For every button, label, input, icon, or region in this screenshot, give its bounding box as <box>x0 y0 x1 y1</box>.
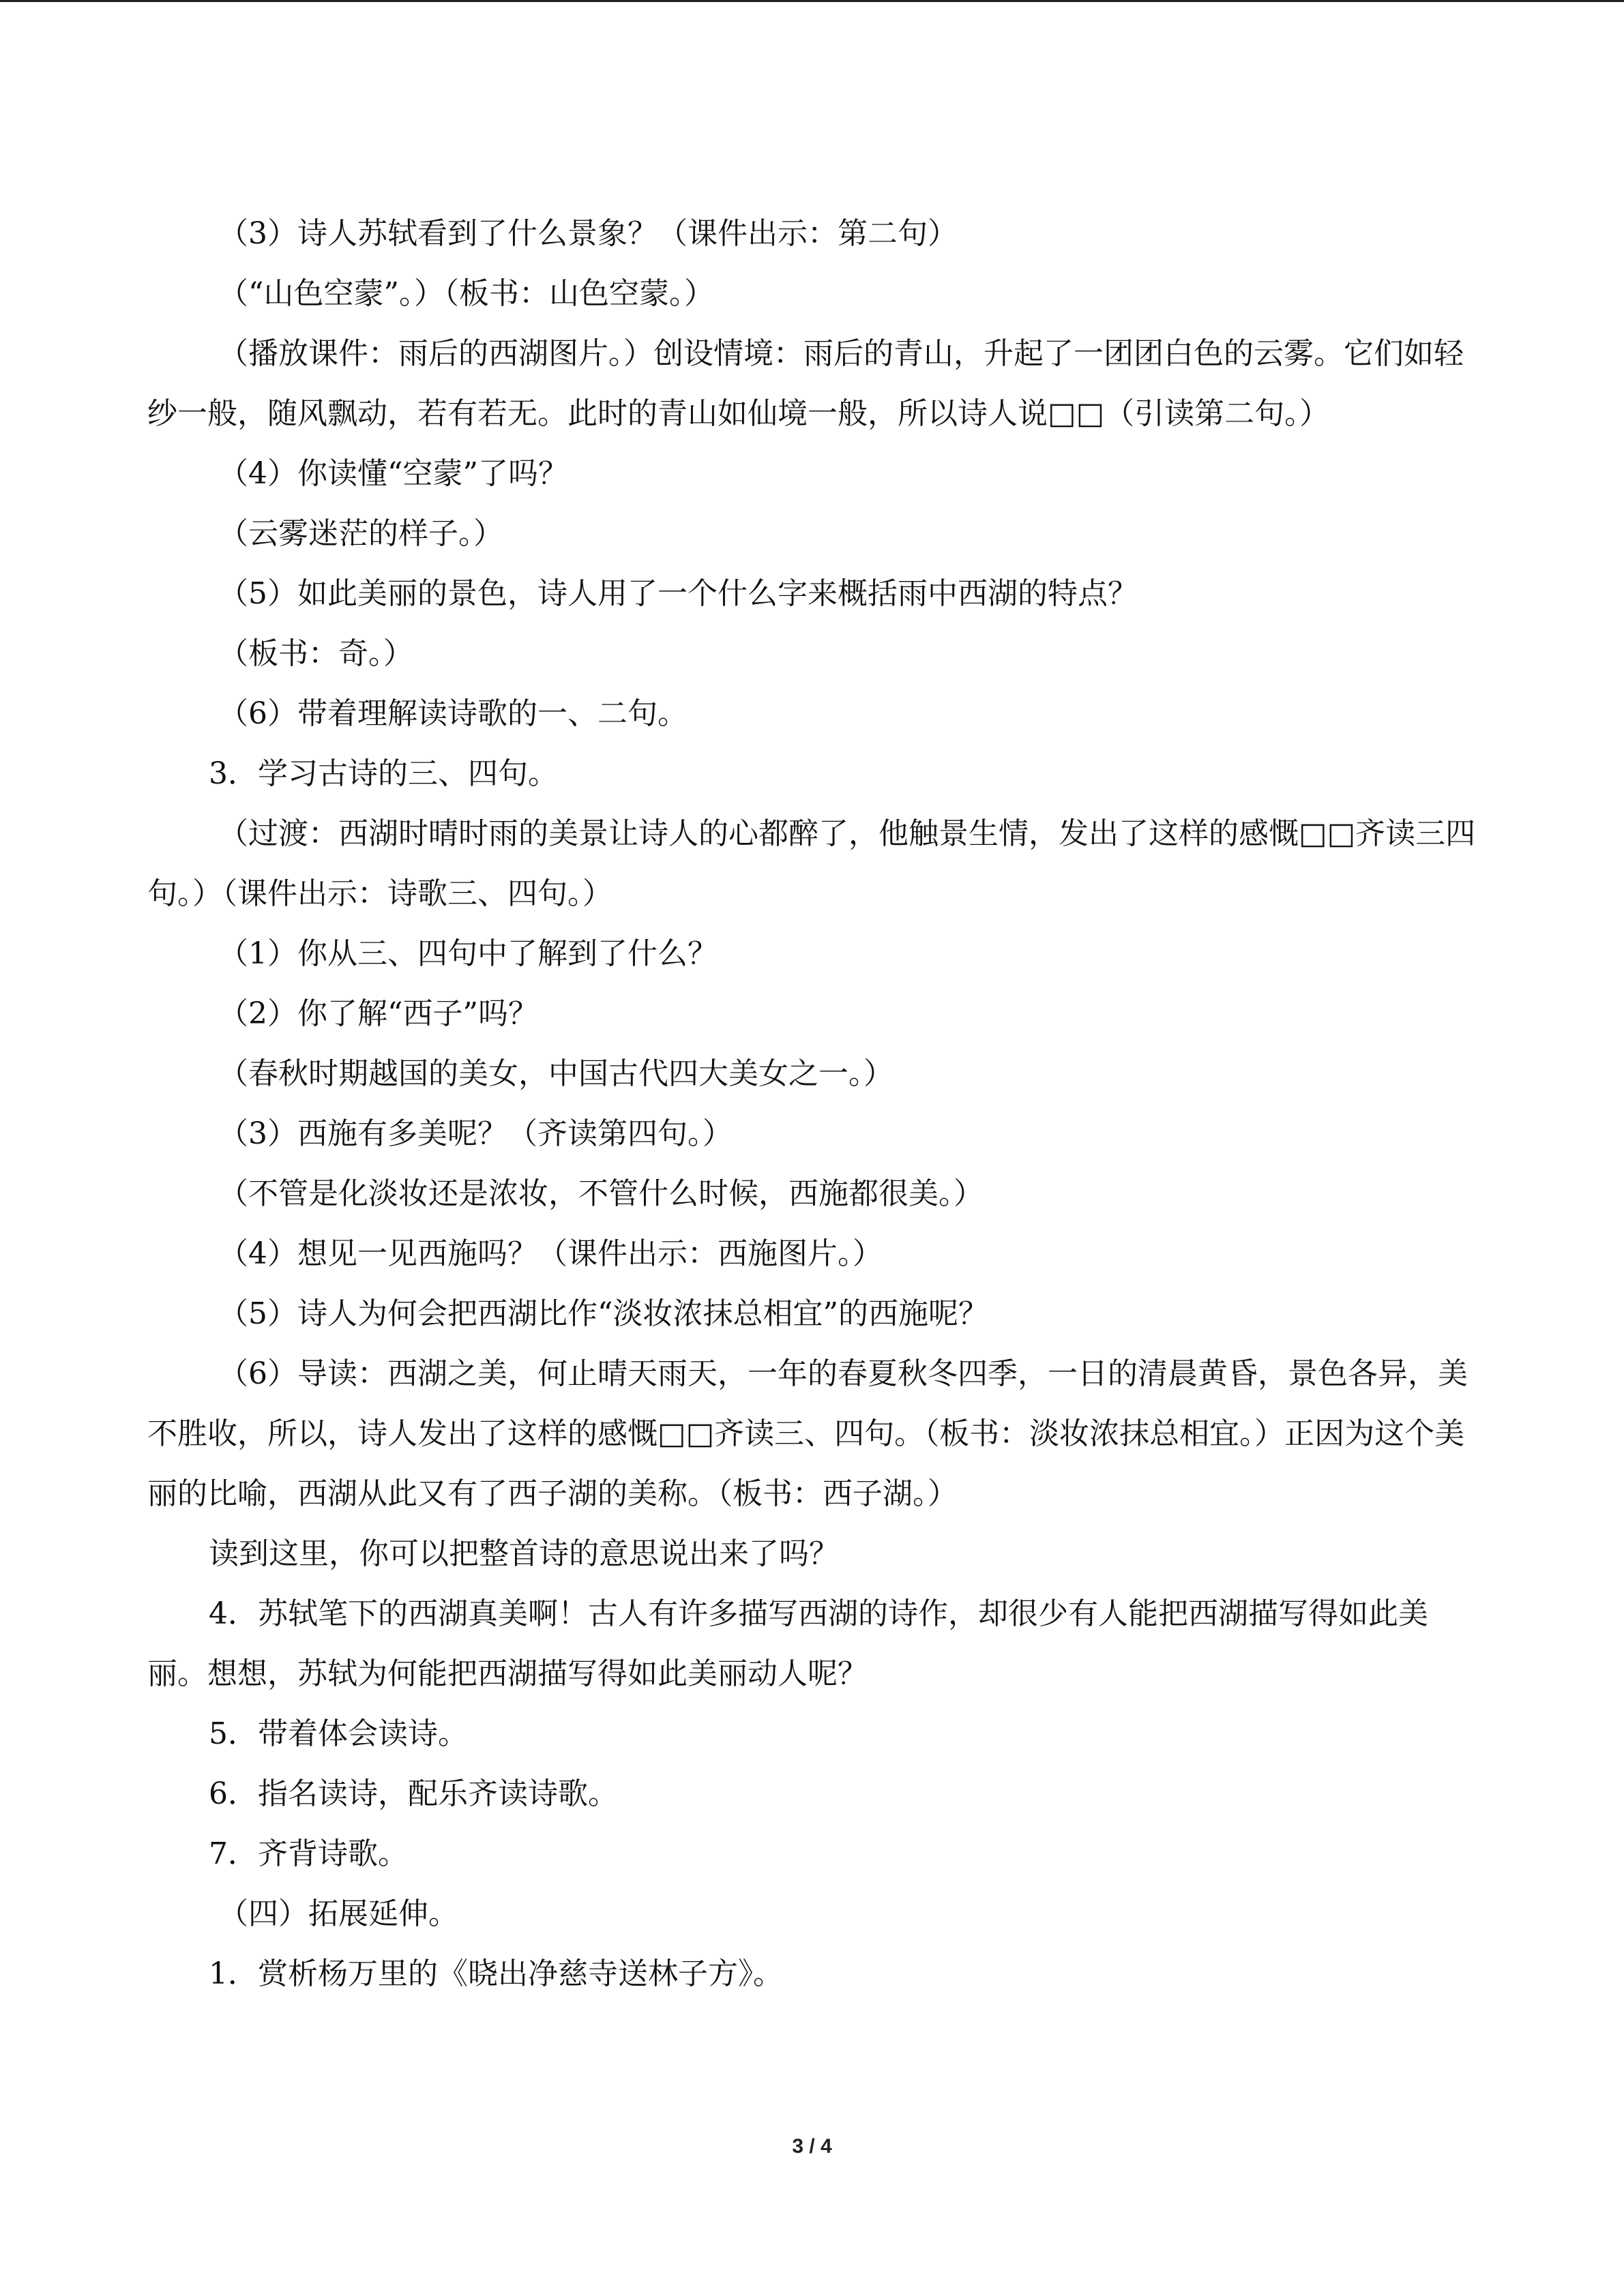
paragraph: （播放课件：雨后的西湖图片。）创设情境：雨后的青山，升起了一团团白色的云雾。它们如轻纱一般，随风飘动，若有若无。此时的青山如仙境一般，所以诗人说□□（引读第二句。） <box>147 336 1464 431</box>
list-item: 6．指名读诗，配乐齐读诗歌。 <box>209 1776 618 1811</box>
paragraph: （“山色空蒙”。）（板书：山色空蒙。） <box>218 276 714 311</box>
paragraph: 读到这里，你可以把整首诗的意思说出来了吗？ <box>209 1536 839 1571</box>
paragraph: （5）如此美丽的景色，诗人用了一个什么字来概括雨中西湖的特点？ <box>218 576 1138 611</box>
paragraph: （3）西施有多美呢？（齐读第四句。） <box>218 1116 733 1151</box>
paragraph: （5）诗人为何会把西湖比作“淡妆浓抹总相宜”的西施呢？ <box>218 1296 988 1331</box>
paragraph: （4）想见一见西施吗？（课件出示：西施图片。） <box>218 1236 883 1271</box>
paragraph: （板书：奇。） <box>218 636 413 671</box>
section-heading: 3．学习古诗的三、四句。 <box>209 756 558 791</box>
list-item: 7．齐背诗歌。 <box>209 1836 408 1871</box>
paragraph: 4．苏轼笔下的西湖真美啊！古人有许多描写西湖的诗作，却很少有人能把西湖描写得如此美丽。想想，苏轼为何能把西湖描写得如此美丽动人呢？ <box>147 1596 1428 1691</box>
paragraph: （过渡：西湖时晴时雨的美景让诗人的心都醉了，他触景生情，发出了这样的感慨□□齐读三四句。）（课件出示：诗歌三、四句。） <box>147 816 1476 911</box>
paragraph: （2）你了解“西子”吗？ <box>218 996 538 1031</box>
list-item: 5．带着体会读诗。 <box>209 1716 468 1751</box>
paragraph: （1）你从三、四句中了解到了什么？ <box>218 936 718 971</box>
paragraph: （3）诗人苏轼看到了什么景象？（课件出示：第二句） <box>218 216 958 251</box>
document-body <box>147 204 1477 2004</box>
paragraph: （4）你读懂“空蒙”了吗？ <box>218 456 568 491</box>
paragraph: （春秋时期越国的美女，中国古代四大美女之一。） <box>218 1056 894 1091</box>
page-number: 3 / 4 <box>792 2135 832 2158</box>
section-heading: （四）拓展延伸。 <box>218 1896 458 1931</box>
paragraph: （6）带着理解读诗歌的一、二句。 <box>218 696 688 731</box>
paragraph: （6）导读：西湖之美，何止晴天雨天，一年的春夏秋冬四季，一日的清晨黄昏，景色各异，美不胜收，所以，诗人发出了这样的感慨□□齐读三、四句。（板书：淡妆浓抹总相宜。）正因为这个美丽的比喻，西湖从此又有了西子湖的美称。（板书：西子湖。） <box>147 1356 1468 1511</box>
list-item: 1．赏析杨万里的《晓出净慈寺送林子方》。 <box>209 1956 783 1991</box>
paragraph: （不管是化淡妆还是浓妆，不管什么时候，西施都很美。） <box>218 1176 984 1211</box>
paragraph: （云雾迷茫的样子。） <box>218 516 503 551</box>
